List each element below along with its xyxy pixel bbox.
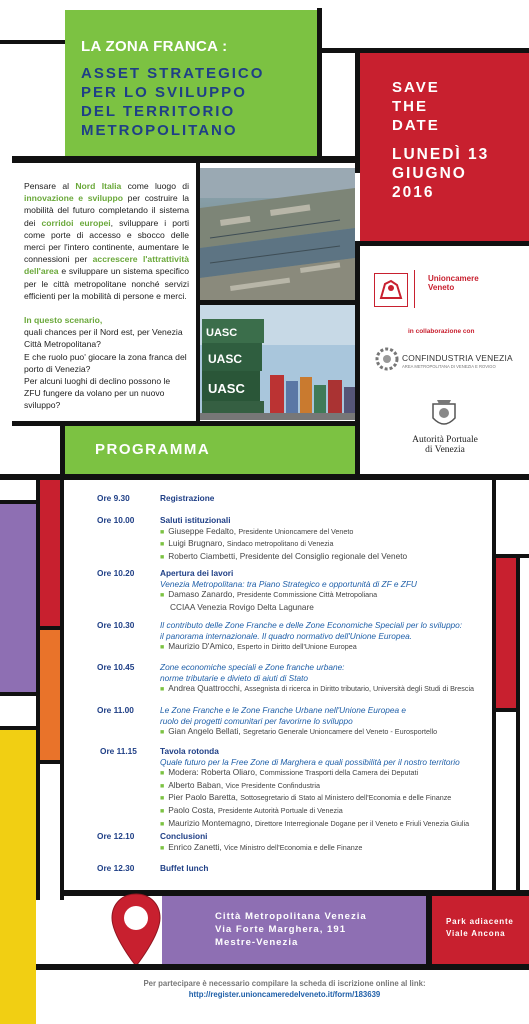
speaker-name: Roberto Ciambetti, Presidente del Consiglio regionale del Veneto xyxy=(168,550,408,561)
intro-span: e sviluppare un sistema specifico per le città metropolitane nonché servizi efficienti per la mobilità di persone e merci. xyxy=(24,266,189,301)
speaker-role: Segretario Generale Unioncamere del Veneto - Eurosportello xyxy=(242,727,438,737)
location-address xyxy=(215,910,367,949)
location-line: Mestre-Venezia xyxy=(215,937,299,948)
schedule-time: Ore 12.10 xyxy=(97,831,135,841)
schedule-time: Ore 10.45 xyxy=(97,662,135,672)
schedule-item xyxy=(160,568,490,612)
speaker-name: Modera: Roberta Oliaro, xyxy=(168,767,260,778)
save-line: DATE xyxy=(392,117,440,134)
save-the-date-label xyxy=(392,78,440,135)
white-panel xyxy=(322,10,529,48)
orange-panel xyxy=(40,630,60,760)
speaker-name: Damaso Zanardo, xyxy=(168,589,237,600)
location-pin-icon xyxy=(110,892,162,970)
speaker-role: Presidente Unioncamere del Veneto xyxy=(238,526,354,536)
intro-paragraph xyxy=(24,180,189,302)
speaker xyxy=(160,589,490,602)
frame-bar xyxy=(60,480,64,900)
footer xyxy=(40,979,529,999)
speaker-name: Maurizio D'Amico, xyxy=(168,641,238,652)
frame-bar xyxy=(0,0,529,10)
intro-highlight: accrescere l'attrattività dell'area xyxy=(24,254,189,277)
confindustria-logo xyxy=(374,346,400,377)
port-aerial-photo xyxy=(200,168,355,300)
schedule-item xyxy=(160,831,490,854)
frame-bar xyxy=(0,474,529,480)
containers-image xyxy=(200,305,355,420)
scenario-label: In questo scenario, xyxy=(24,315,103,326)
port-aerial-image xyxy=(200,168,355,300)
location-line: Città Metropolitana Venezia xyxy=(215,911,367,922)
event-date xyxy=(392,145,489,202)
intro-span: come luogo di xyxy=(121,181,189,191)
intro-highlight: Nord Italia xyxy=(75,181,122,191)
speaker-name: Luigi Brugnaro, xyxy=(168,538,227,549)
containers-photo xyxy=(200,305,355,420)
speaker xyxy=(160,683,490,696)
white-panel xyxy=(0,696,36,726)
schedule-subtitle: Il contributo delle Zone Franche e delle Zone Economiche Speciali per lo sviluppo: il panorama internazionale. Il quadro normativo dell'Unione Europea. xyxy=(160,620,463,641)
speaker xyxy=(160,818,490,831)
save-line: THE xyxy=(392,98,428,115)
white-panel xyxy=(496,712,516,890)
schedule-title: Conclusioni xyxy=(160,831,208,841)
speaker xyxy=(160,805,490,818)
autorita-logo xyxy=(429,398,459,437)
speaker-role: Direttore Interregionale Dogane per il Veneto e Friuli Venezia Giulia xyxy=(254,818,470,828)
lion-crest-icon xyxy=(429,398,459,432)
confindustria-name: CONFINDUSTRIA VENEZIA xyxy=(402,353,513,363)
frame-bar xyxy=(36,964,529,970)
white-panel xyxy=(0,10,65,40)
speaker xyxy=(160,602,490,613)
schedule-subtitle: Zone economiche speciali e Zone franche urbane: norme tributarie e divieto di aiuti di Stato xyxy=(160,662,345,683)
schedule-item xyxy=(160,662,490,696)
speaker-name: Paolo Costa, xyxy=(168,804,219,815)
title2-row: DEL TERRITORIO xyxy=(81,103,236,120)
speaker-role: Commissione Trasporti della Camera dei Deputati xyxy=(259,768,419,778)
white-panel xyxy=(496,480,529,554)
schedule-item xyxy=(160,863,490,874)
container-brand: UASC xyxy=(208,381,245,396)
speaker xyxy=(160,767,490,780)
speaker xyxy=(160,551,490,564)
white-panel xyxy=(322,53,355,163)
speaker xyxy=(160,538,490,551)
speaker-role: Vice Ministro dell'Economia e delle Finanze xyxy=(224,842,363,852)
save-line: SAVE xyxy=(392,79,440,96)
schedule-item xyxy=(160,705,490,739)
speaker-role: Sindaco metropolitano di Venezia xyxy=(226,539,334,549)
white-panel xyxy=(0,44,65,156)
speaker-role: Assegnista di ricerca in Diritto tributario, Università degli Studi di Brescia xyxy=(244,684,475,694)
speaker-role: Presidente Commissione Città Metropoliana xyxy=(236,590,378,600)
speaker xyxy=(160,842,490,855)
speaker-name: Pier Paolo Baretta, xyxy=(168,792,241,803)
speaker xyxy=(160,526,490,539)
speaker-name: Gian Angelo Bellati, xyxy=(168,726,243,737)
unioncamere-divider xyxy=(414,270,415,308)
autorita-name xyxy=(390,435,500,455)
title2-row: PER LO SVILUPPO xyxy=(81,84,247,101)
park-info xyxy=(446,916,514,940)
intro-span: per costruire la mobilità del futuro completando il sistema dei xyxy=(24,193,190,228)
schedule-time: Ore 11.15 xyxy=(100,746,137,756)
speaker-role: Presidente Autorità Portuale di Venezia xyxy=(218,805,343,815)
schedule-subtitle: Le Zone Franche e le Zone Franche Urbane nell'Unione Europea e ruolo dei progetti comunitari per favorirne lo sviluppo xyxy=(160,705,407,726)
speaker-name: Alberto Baban, xyxy=(168,779,226,790)
speaker xyxy=(160,780,490,793)
intro-highlight: corridoi europei xyxy=(41,217,111,228)
speaker xyxy=(160,641,490,654)
schedule-time: Ore 10.00 xyxy=(97,515,135,525)
speaker xyxy=(160,792,490,805)
speaker-role: Esperto in Diritto dell'Unione Europea xyxy=(237,642,357,652)
container-brand: UASC xyxy=(206,327,238,339)
confindustria-sub: AREA METROPOLITANA DI VENEZIA E ROVIGO xyxy=(402,364,496,369)
speaker-name: Maurizio Montemagno, xyxy=(168,817,255,828)
save-the-date-block xyxy=(360,53,529,241)
scenario-questions: quali chances per il Nord est, per Venezia Città Metropolitana? E che ruolo puo' giocare la zona franca del porto di Venezia? Per alcuni luoghi di declino possono le ZFU fungere da volano per un nuovo sviluppo? xyxy=(24,327,187,411)
unioncamere-name xyxy=(428,274,479,292)
map-pin-icon xyxy=(110,892,162,975)
schedule-time: Ore 9.30 xyxy=(97,493,130,503)
speaker-name: CCIAA Venezia Rovigo Delta Lagunare xyxy=(170,601,314,612)
title2-row: METROPOLITANO xyxy=(81,122,238,139)
registration-link[interactable]: http://register.unioncameredelveneto.it/form/183639 xyxy=(188,990,381,999)
location-block xyxy=(162,896,426,964)
schedule-title: Registrazione xyxy=(160,493,215,503)
schedule-time: Ore 11.00 xyxy=(97,705,134,715)
red-panel xyxy=(496,558,516,708)
autorita-text: Autorità Portuale xyxy=(412,435,478,445)
red-panel xyxy=(40,480,60,626)
frame-bar xyxy=(12,156,355,163)
event-title-line2 xyxy=(81,64,264,140)
white-panel xyxy=(0,426,65,474)
confindustria-gear-icon xyxy=(374,346,400,372)
yellow-panel xyxy=(0,730,36,1024)
schedule-item xyxy=(160,620,490,654)
park-block xyxy=(432,896,529,964)
white-panel xyxy=(520,558,529,890)
frame-bar xyxy=(355,246,360,474)
speaker-role: Vice Presidente Confindustria xyxy=(225,780,320,790)
container-brand: UASC xyxy=(208,352,243,366)
intro-span: Pensare al xyxy=(24,181,76,191)
schedule-title: Tavola rotonda xyxy=(160,746,219,756)
purple-panel xyxy=(0,504,36,692)
collab-label: in collaborazione con xyxy=(408,328,475,335)
programma-title: PROGRAMMA xyxy=(95,441,211,458)
schedule-subtitle: Quale futuro per la Free Zone di Marghera e quali possibilità per il nostro territorio xyxy=(160,756,460,767)
frame-bar xyxy=(60,426,65,474)
footer-line1: Per partecipare è necessario compilare la scheda di iscrizione online al link: xyxy=(143,979,426,988)
location-line: Via Forte Marghera, 191 xyxy=(215,924,347,935)
speaker-name: Giuseppe Fedalto, xyxy=(168,525,239,536)
speaker xyxy=(160,726,490,739)
schedule-item xyxy=(160,493,490,504)
speaker-name: Andrea Quattrocchi, xyxy=(168,683,245,694)
schedule-item xyxy=(160,746,490,830)
date-line: GIUGNO xyxy=(392,165,467,182)
schedule-title: Saluti istituzionali xyxy=(160,515,231,525)
event-title-line1: LA ZONA FRANCA : xyxy=(81,38,228,55)
speaker-role: Sottosegretario di Stato al Ministero dell'Economia e delle Finanze xyxy=(240,793,452,803)
schedule-time: Ore 12.30 xyxy=(97,863,135,873)
schedule-time: Ore 10.30 xyxy=(97,620,135,630)
park-line: Viale Ancona xyxy=(446,929,506,938)
white-panel xyxy=(0,480,36,500)
schedule-title: Buffet lunch xyxy=(160,863,209,873)
intro-text xyxy=(24,180,189,412)
partners-panel xyxy=(360,246,529,474)
intro-span: , sviluppare i porti come porte di accesso e sbocco delle merci per l'intero continente, aumentare le connessioni per xyxy=(24,217,189,265)
speaker-name: Enrico Zanetti, xyxy=(168,841,225,852)
schedule-title: Apertura dei lavori xyxy=(160,568,234,578)
title2-row: ASSET STRATEGICO xyxy=(81,65,265,82)
park-line: Park adiacente xyxy=(446,917,514,926)
white-panel xyxy=(40,764,60,894)
date-line: LUNEDÌ 13 xyxy=(392,146,490,163)
lion-icon xyxy=(375,274,407,306)
unioncamere-logo xyxy=(374,273,408,307)
date-line: 2016 xyxy=(392,184,435,201)
unioncamere-text: Unioncamere xyxy=(428,274,479,283)
schedule-subtitle: Venezia Metropolitana: tra Piano Strategico e opportunità di ZF e ZFU xyxy=(160,578,417,589)
schedule-item xyxy=(160,515,490,563)
autorita-text: di Venezia xyxy=(425,445,465,455)
programma-header xyxy=(65,426,355,474)
schedule-time: Ore 10.20 xyxy=(97,568,135,578)
title-block xyxy=(65,10,317,156)
intro-highlight: innovazione e sviluppo xyxy=(24,193,124,204)
unioncamere-text: Veneto xyxy=(428,283,455,292)
